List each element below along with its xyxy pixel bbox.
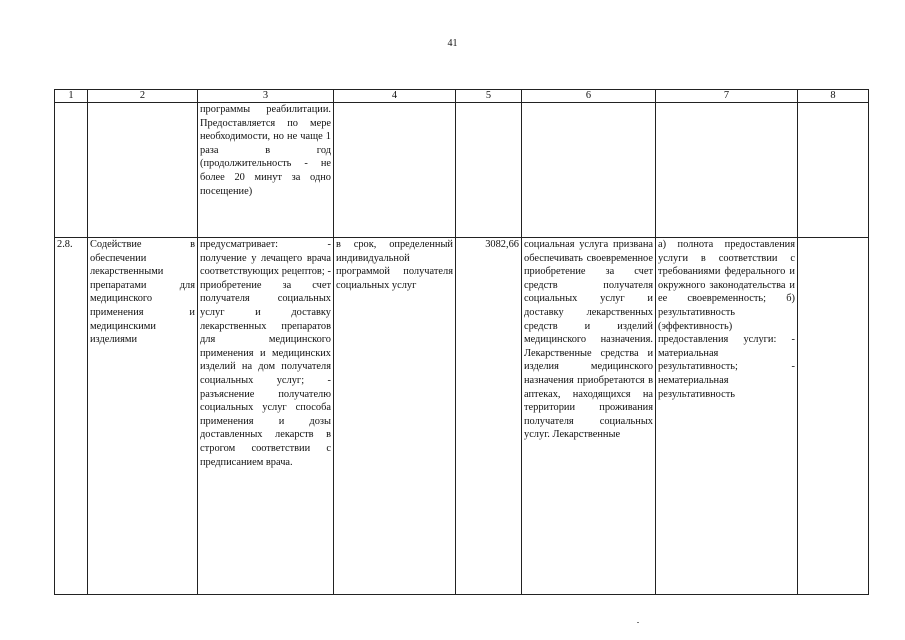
header-col-1: 1 [55,90,88,103]
cell-price [456,103,522,238]
header-col-6: 6 [522,90,656,103]
cell-col8 [798,103,869,238]
cell-term [334,103,456,238]
cell-number [55,103,88,238]
cell-description: предусматривает: - получение у лечащего врача соответствующих рецептов; - приобретение за счет получателя социальных услуг и доставку лекарственных препаратов для медицинского применения и медицинских изделий на дом получателя социальных услуг; - разъяснение получателю социальных услуг способа применения и дозы доставленных лекарств в строгом соответствии с предписанием врача. [198,238,334,595]
header-col-3: 3 [198,90,334,103]
header-row [55,90,869,103]
scan-speck [637,622,639,623]
header-col-5: 5 [456,90,522,103]
table-row-2-8 [55,238,869,595]
header-col-2: 2 [88,90,198,103]
header-col-7: 7 [656,90,798,103]
cell-quality [656,103,798,238]
cell-service-name: Содействие в обеспечении лекарственными препаратами для медицинского применения и медицинскими изделиями [88,238,198,595]
cell-price: 3082,66 [456,238,522,595]
cell-conditions [522,103,656,238]
cell-quality: а) полнота предоставления услуги в соответствии с требованиями федерального и окружного законодательства и ее своевременность; б) результативность (эффективность) предоставления услуги: - материальная результативность; - нематериальная результативность [656,238,798,595]
cell-service-name [88,103,198,238]
header-col-8: 8 [798,90,869,103]
page-number: 41 [447,38,458,49]
cell-conditions: социальная услуга призвана обеспечивать своевременное приобретение за счет средств получателя социальных услуг и доставку лекарственных средств и изделий медицинского назначения. Лекарственные средства и изделия медицинского назначения приобретаются в аптеках, находящихся на территории проживания получателя социальных услуг. Лекарственные [522,238,656,595]
services-table [54,89,869,595]
cell-col8 [798,238,869,595]
cell-term: в срок, определенный индивидуальной программой получателя социальных услуг [334,238,456,595]
cell-number: 2.8. [55,238,88,595]
header-col-4: 4 [334,90,456,103]
cell-description: программы реабилитации. Предоставляется по мере необходимости, но не чаще 1 раза в год (продолжительность - не более 20 минут за одно посещение) [198,103,334,238]
table-row-continuation [55,103,869,238]
